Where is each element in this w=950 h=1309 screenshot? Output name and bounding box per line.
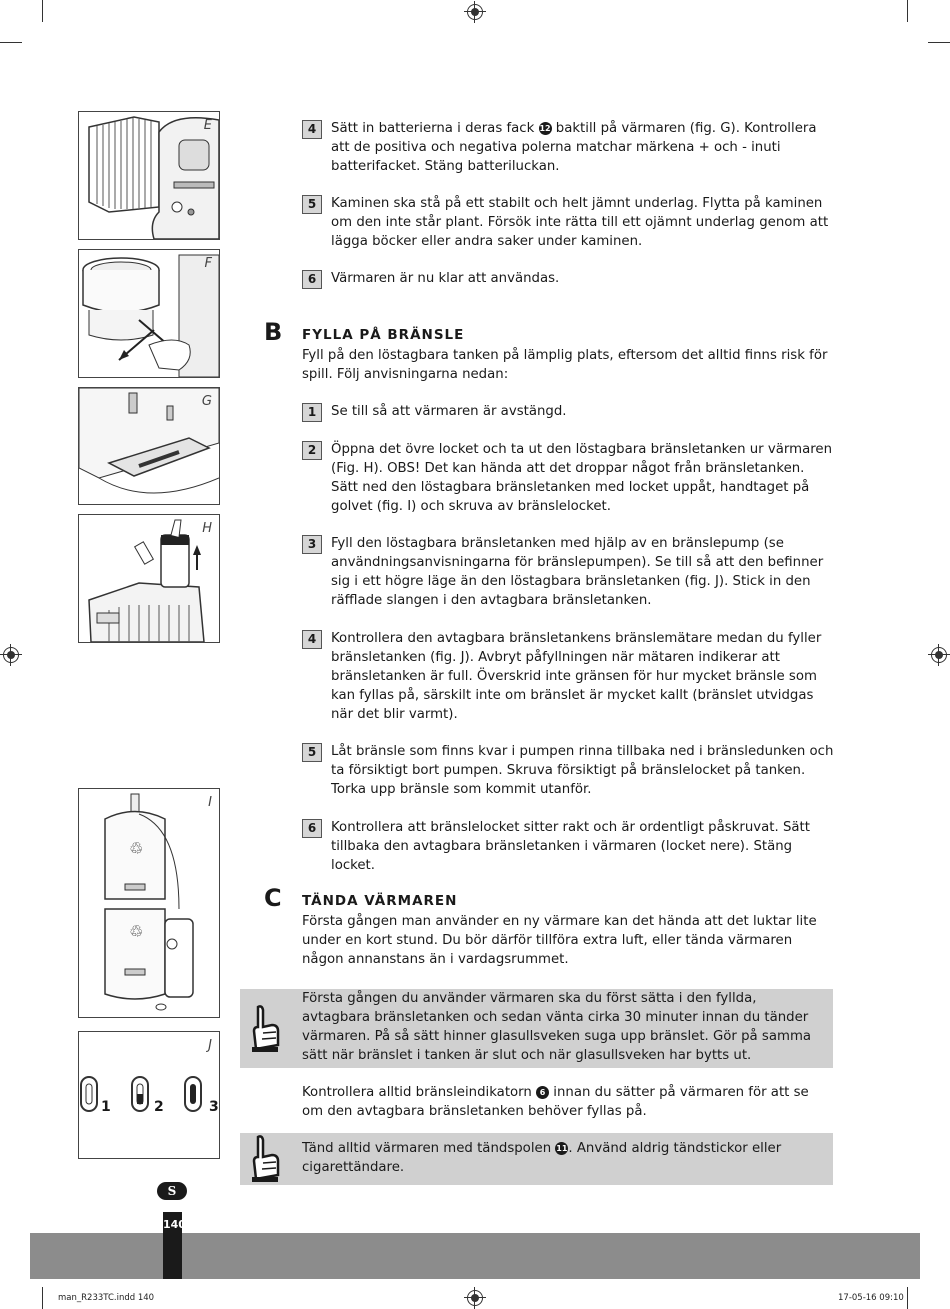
crop-mark [907, 1287, 908, 1309]
step-text: Kontrollera att bränslelocket sitter rakt och är ordentligt påskruvat. Sätt tillbaka den avtagbara bränsletanken i värmaren (locket nere). Stäng locket. [331, 820, 810, 873]
step-number: 3 [302, 535, 322, 554]
section-letter: C [264, 884, 282, 912]
gauge-step-1: 1 [101, 1099, 111, 1115]
figure-label: E [203, 118, 212, 133]
step-text: Se till så att värmaren är avstängd. [331, 404, 567, 419]
crop-mark [42, 1287, 43, 1309]
step-text: Kaminen ska stå på ett stabilt och helt jämnt underlag. Flytta på kaminen om den inte står plant. Försök inte rätta till ett ojämnt underlag genom att lägga böcker eller andra saker under kaminen. [331, 196, 829, 249]
note-text: Första gången du använder värmaren ska du först sätta i den fyllda, avtagbara bränsletanken och sedan vänta cirka 30 minuter innan du tänder värmaren. På så sätt hinner glasullsveken suga upp bränslet. Gör på samma sätt när bränslet i tanken är slut och när glasullsveken har bytts ut. [302, 991, 812, 1063]
battery-compartment-illustration [79, 388, 219, 504]
step-number: 5 [302, 195, 322, 214]
tank-removal-illustration [79, 515, 219, 642]
note-box [240, 989, 833, 1068]
figure-i [78, 788, 220, 1018]
step-number: 4 [302, 120, 322, 139]
step-number: 6 [302, 270, 322, 289]
gauge-step-2: 2 [154, 1099, 164, 1115]
fuel-indicator-note: Kontrollera alltid bränsleindikatorn 6 innan du sätter på värmaren för att se om den avtagbara bränsletanken behöver fyllas på. [302, 1085, 809, 1119]
registration-mark-icon [467, 1290, 483, 1306]
figure-label: F [204, 256, 212, 271]
figure-label: J [208, 1038, 212, 1053]
print-slug-file: man_R233TC.indd 140 [58, 1293, 155, 1303]
step-text: Låt bränsle som finns kvar i pumpen rinna tillbaka ned i bränsledunken och ta försiktigt bort pumpen. Skruva försiktigt på bränslelocket på tanken. Torka upp bränsle som kommit utanför. [331, 744, 834, 797]
step-text: Sätt in batterierna i deras fack 12 baktill på värmaren (fig. G). Kontrollera att de positiva och negativa polerna matchar märkena + och - inuti batterifacket. Stäng batteriluckan. [331, 121, 817, 174]
pointing-hand-icon [248, 1135, 282, 1183]
step-text: Fyll den löstagbara bränsletanken med hjälp av en bränslepump (se användningsanvisningarna för bränslepumpen). Se till så att den befinner sig i ett högre läge än den löstagbara bränsletanken (fig. J). Stick in den räfflade slangen i den avtagbara bränsletanken. [331, 536, 824, 608]
figure-g [78, 387, 220, 505]
fuel-tank-cap-illustration [79, 250, 219, 377]
step-number: 1 [302, 403, 322, 422]
section-title: TÄNDA VÄRMAREN [302, 893, 458, 909]
language-badge: S [157, 1182, 187, 1200]
section-intro: Första gången man använder en ny värmare kan det hända att det luktar lite under en kort stund. Du bör därför tillföra extra luft, eller tända värmaren någon annanstans än i vardagsrummet. [302, 914, 817, 967]
section-intro: Fyll på den löstagbara tanken på lämplig plats, eftersom det alltid finns risk för spill. Följ anvisningarna nedan: [302, 348, 828, 382]
svg-text:♲: ♲ [129, 922, 144, 941]
figure-h [78, 514, 220, 643]
gauge-step-3: 3 [209, 1099, 219, 1115]
component-ref-icon: 11 [556, 1144, 568, 1153]
svg-text:♲: ♲ [129, 839, 144, 858]
step-text: Öppna det övre locket och ta ut den löstagbara bränsletanken ur värmaren (Fig. H). OBS! Det kan hända att det droppar något från bränsletanken. Sätt ned den löstagbara bränsletanken med locket uppåt, handtaget på golvet (fig. I) och skruva av bränslelocket. [331, 442, 832, 514]
step-number: 4 [302, 630, 322, 649]
fuel-pump-illustration [79, 789, 219, 1017]
print-slug-date: 17-05-16 09:10 [838, 1293, 904, 1303]
figure-label: H [202, 521, 212, 536]
figure-label: G [201, 394, 212, 409]
heater-door-illustration [79, 112, 219, 239]
crop-mark [907, 0, 908, 22]
registration-mark-icon [467, 4, 483, 20]
page-number: 140 [163, 1218, 186, 1231]
crop-mark [0, 42, 22, 43]
section-title: FYLLA PÅ BRÄNSLE [302, 327, 465, 343]
figure-label: I [208, 795, 212, 810]
figure-e [78, 111, 220, 240]
step-number: 6 [302, 819, 322, 838]
step-text: Kontrollera den avtagbara bränsletankens bränslemätare medan du fyller bränsletanken (fig. J). Avbryt påfyllningen när mätaren indikerar att bränsletanken är full. Överskrid inte gränsen för hur mycket bränsle som kan fyllas på, särskilt inte om bränslet är mycket kallt (bränslet utvidgas när det blir varmt). [331, 631, 822, 722]
step-number: 5 [302, 743, 322, 762]
step-number: 2 [302, 441, 322, 460]
pointing-hand-icon [248, 1005, 282, 1053]
figure-f [78, 249, 220, 378]
note-text: Tänd alltid värmaren med tändspolen 11. Använd aldrig tändstickor eller cigarettändare. [302, 1141, 782, 1175]
component-ref-icon: 6 [536, 1086, 549, 1099]
registration-mark-icon [931, 647, 947, 663]
section-letter: B [264, 318, 283, 346]
crop-mark [42, 0, 43, 22]
component-ref-icon: 12 [539, 124, 551, 133]
step-text: Värmaren är nu klar att användas. [331, 271, 560, 286]
fuel-gauge-illustration [79, 1032, 219, 1158]
crop-mark [928, 42, 950, 43]
registration-mark-icon [3, 647, 19, 663]
note-box [240, 1133, 833, 1185]
figure-j [78, 1031, 220, 1159]
